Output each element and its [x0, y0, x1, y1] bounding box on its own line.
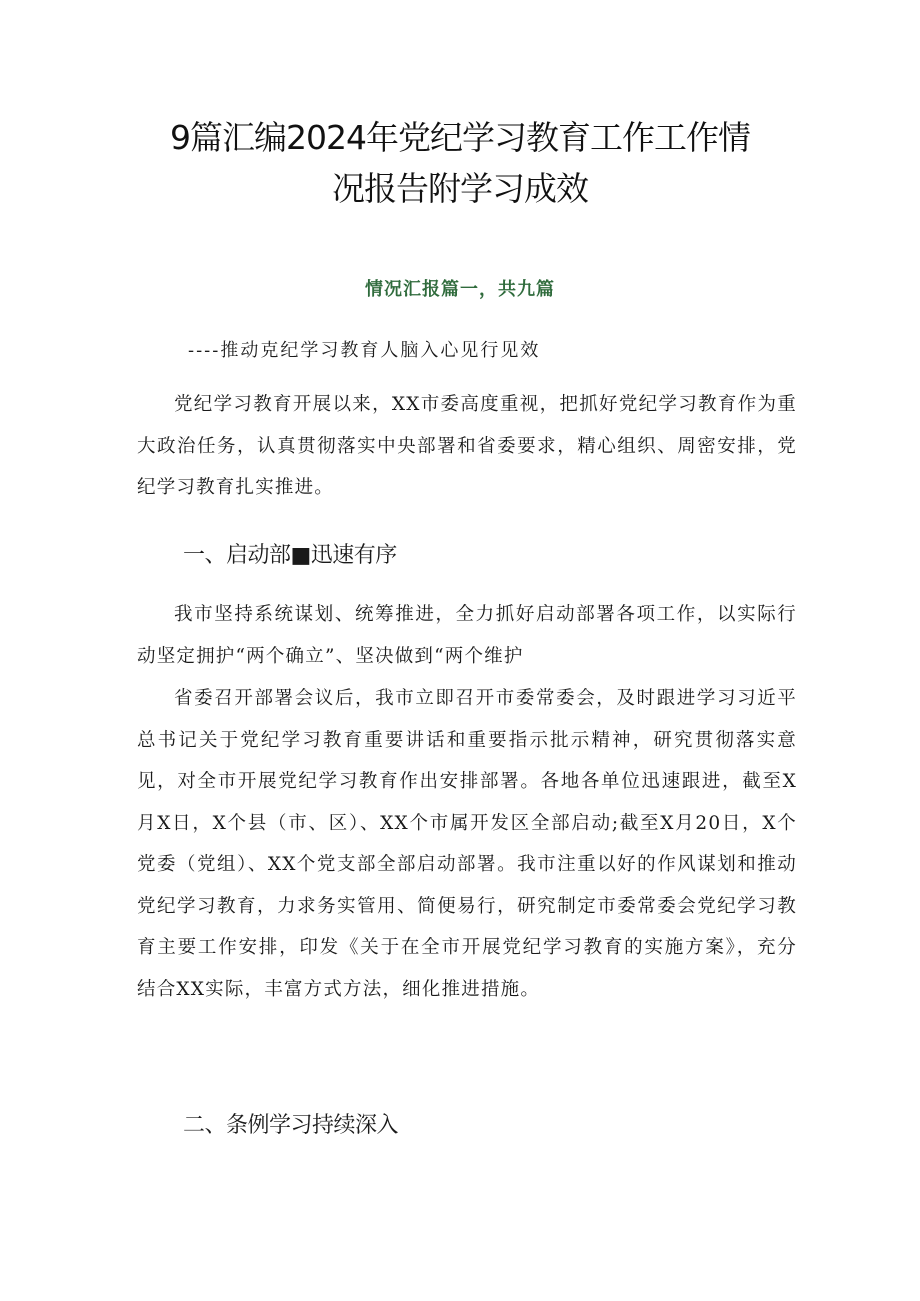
- paragraph-intro: 党纪学习教育开展以来，XX市委高度重视，把抓好党纪学习教育作为重大政治任务，认真贯彻落实中央部署和省委要求，精心组织、周密安排，党纪学习教育扎实推进。: [137, 394, 797, 498]
- section-heading: 情况汇报篇一，共九篇: [365, 279, 555, 300]
- document-title: [100, 112, 820, 214]
- paragraph-3: 省委召开部署会议后，我市立即召开市委常委会，及时跟进学习习近平总书记关于党纪学习教育重要讲话和重要指示批示精神，研究贯彻落实意见，对全市开展党纪学习教育作出安排部署。各地各单位迅速跟进，截至X月X日，X个县（市、区）、XX个市属开发区全部启动;截至X月20日，X个党委（党组）、XX个党支部全部启动部署。我市注重以好的作风谋划和推动党纪学习教育，力求务实管用、简便易行，研究制定市委常委会党纪学习教育主要工作安排，印发《关于在全市开展党纪学习教育的实施方案》，充分结合XX实际，丰富方式方法，细化推进措施。: [137, 688, 797, 1000]
- paragraph-2: 我市坚持系统谋划、统筹推进，全力抓好启动部署各项工作，以实际行动坚定拥护“两个确立”、坚决做到“两个维护: [137, 604, 797, 667]
- document-title-line-1: 9篇汇编2024年党纪学习教育工作工作情: [170, 118, 750, 157]
- heading-1: 一、启动部■迅速有序: [183, 543, 397, 568]
- heading-2: 二、条例学习持续深入: [183, 1113, 399, 1138]
- subtitle: ----推动克纪学习教育人脑入心见行见效: [188, 340, 541, 361]
- document-title-line-2: 况报告附学习成效: [332, 169, 588, 208]
